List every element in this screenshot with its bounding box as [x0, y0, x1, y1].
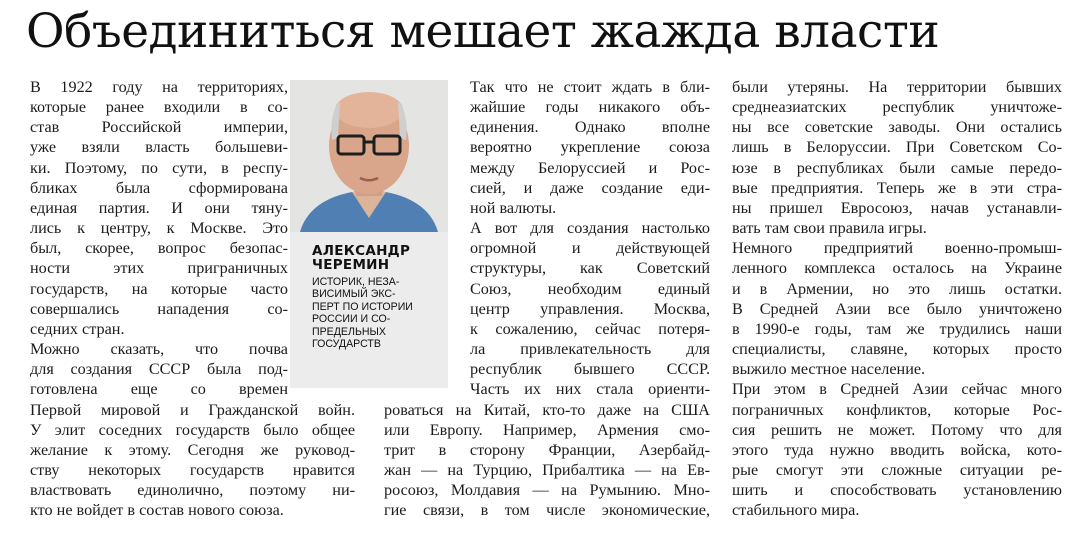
text-line: вые предприятия. Теперь же в эти стра- [732, 178, 1062, 197]
text-line: шить и способствовать установлению [732, 481, 1062, 500]
author-name-line: АЛЕКСАНДР [312, 243, 411, 259]
text-line: единая партия. И они тяну- [30, 198, 288, 217]
text-line: ству некоторых государств нравится [30, 460, 355, 479]
text-line: роваться на Китай, кто-то даже на США [384, 400, 710, 419]
text-line: структуры, как Советский [470, 259, 710, 278]
text-line: Союз, необходим единый [470, 279, 710, 298]
text-line: которые ранее входили в со- [30, 98, 288, 117]
text-line: готовлена еще со времен [30, 380, 288, 399]
text-line: ла привлекательность для [470, 340, 710, 359]
text-line: для создания СССР была под- [30, 360, 288, 379]
text-line: этого туда нужно вводить войска, кото- [732, 440, 1062, 459]
text-line: сия решить не может. Потому что для [732, 420, 1062, 439]
author-role [312, 276, 413, 350]
text-column-2 [384, 77, 710, 520]
text-line: ленного комплекса осталось на Украине [732, 259, 1062, 278]
text-line: трит в сторону Франции, Азербайд- [384, 440, 710, 459]
author-role-line: ГОСУДАРСТВ [312, 338, 381, 351]
text-line: росоюз, Молдавия — на Румынию. Мно- [384, 481, 710, 500]
text-line: сией, и даже создание еди- [470, 178, 710, 197]
text-line: совершались нападения со- [30, 299, 288, 318]
text-line: В 1922 году на территориях, [30, 78, 288, 96]
text-line: или Европу. Например, Армения смо- [384, 420, 710, 439]
text-line: В Средней Азии все было уничтожено [732, 299, 1062, 318]
author-name [312, 244, 410, 272]
text-line: вероятно укрепление союза [470, 138, 710, 157]
text-line: ны все советские заводы. Они остались [732, 118, 1062, 137]
text-line: жан — на Турцию, Прибалтика — на Ев- [384, 460, 710, 479]
text-line: среднеазиатских республик уничтоже- [732, 98, 1062, 117]
text-line: Немного предприятий военно-промыш- [732, 239, 1062, 258]
text-line: Так что не стоит ждать в бли- [470, 78, 710, 96]
author-role-line: РОССИИ И СО- [312, 313, 391, 326]
author-role-line: ПРЕДЕЛЬНЫХ [312, 325, 386, 338]
author-name-line: ЧЕРЕМИН [312, 257, 390, 273]
author-photo [290, 80, 448, 232]
author-role-line: ВИСИМЫЙ ЭКС- [312, 288, 396, 301]
text-line: жайшие годы никакого объ- [470, 98, 710, 117]
text-line: желание к этому. Сегодня же руковод- [30, 440, 355, 459]
text-line: огромной и действующей [470, 239, 710, 258]
headline: Объединиться мешает жажда власти [26, 4, 940, 59]
text-line: уже взяли власть большеви- [30, 138, 288, 157]
text-line: став Российской империи, [30, 118, 288, 137]
text-line: ки. Поэтому, по сути, в респу- [30, 158, 288, 177]
text-line: лись к центру, к Москве. Это [30, 219, 288, 238]
text-line: властвовать единолично, поэтому ни- [30, 481, 355, 500]
text-line: рые смогут эти сложные ситуации ре- [732, 460, 1062, 479]
text-line: в 1990-е годы, там же трудились наши [732, 319, 1062, 338]
text-line: специалисты, славяне, которых просто [732, 340, 1062, 359]
text-line: ной валюты. [470, 198, 557, 217]
text-line: У элит соседних государств было общее [30, 420, 355, 439]
author-role-line: ПЕРТ ПО ИСТОРИИ [312, 300, 413, 313]
text-line: лишь в Белоруссии. При Советском Со- [732, 138, 1062, 157]
text-line: Первой мировой и Гражданской войн. [30, 400, 355, 419]
text-line: вать там свои правила игры. [732, 219, 927, 238]
text-line: седних стран. [30, 319, 125, 338]
text-line: был, скорее, вопрос безопас- [30, 239, 288, 258]
text-line: выжило местное население. [732, 360, 926, 379]
text-line: пограничных конфликтов, которые Рос- [732, 400, 1062, 419]
text-line: юзе в республиках были самые передо- [732, 158, 1062, 177]
text-line: А вот для создания настолько [470, 219, 710, 238]
text-line: центр управления. Москва, [470, 299, 710, 318]
text-line: и в Армении, но это лишь остатки. [732, 279, 1062, 298]
text-line: Часть их них стала ориенти- [470, 380, 710, 399]
text-line: бликах была сформирована [30, 178, 288, 197]
text-line: стабильного мира. [732, 501, 860, 520]
text-line: были утеряны. На территории бывших [732, 78, 1062, 96]
text-line: гие связи, в том числе экономические, [384, 501, 710, 520]
text-column-3 [732, 77, 1062, 520]
text-line: Можно сказать, что почва [30, 340, 288, 359]
text-line: государств, на которые часто [30, 279, 288, 298]
text-line: республик бывшего СССР. [470, 360, 710, 379]
author-bio-box [290, 232, 448, 388]
text-line: При этом в Средней Азии сейчас много [732, 380, 1062, 399]
text-line: ны пришел Евросоюз, начав устанавли- [732, 198, 1062, 217]
text-line: к сожалению, сейчас потеря- [470, 319, 710, 338]
text-line: единения. Однако вполне [470, 118, 710, 137]
text-line: между Белоруссией и Рос- [470, 158, 710, 177]
text-line: кто не войдет в состав нового союза. [30, 501, 284, 520]
text-line: ности этих приграничных [30, 259, 288, 278]
author-role-line: ИСТОРИК, НЕЗА- [312, 276, 400, 288]
